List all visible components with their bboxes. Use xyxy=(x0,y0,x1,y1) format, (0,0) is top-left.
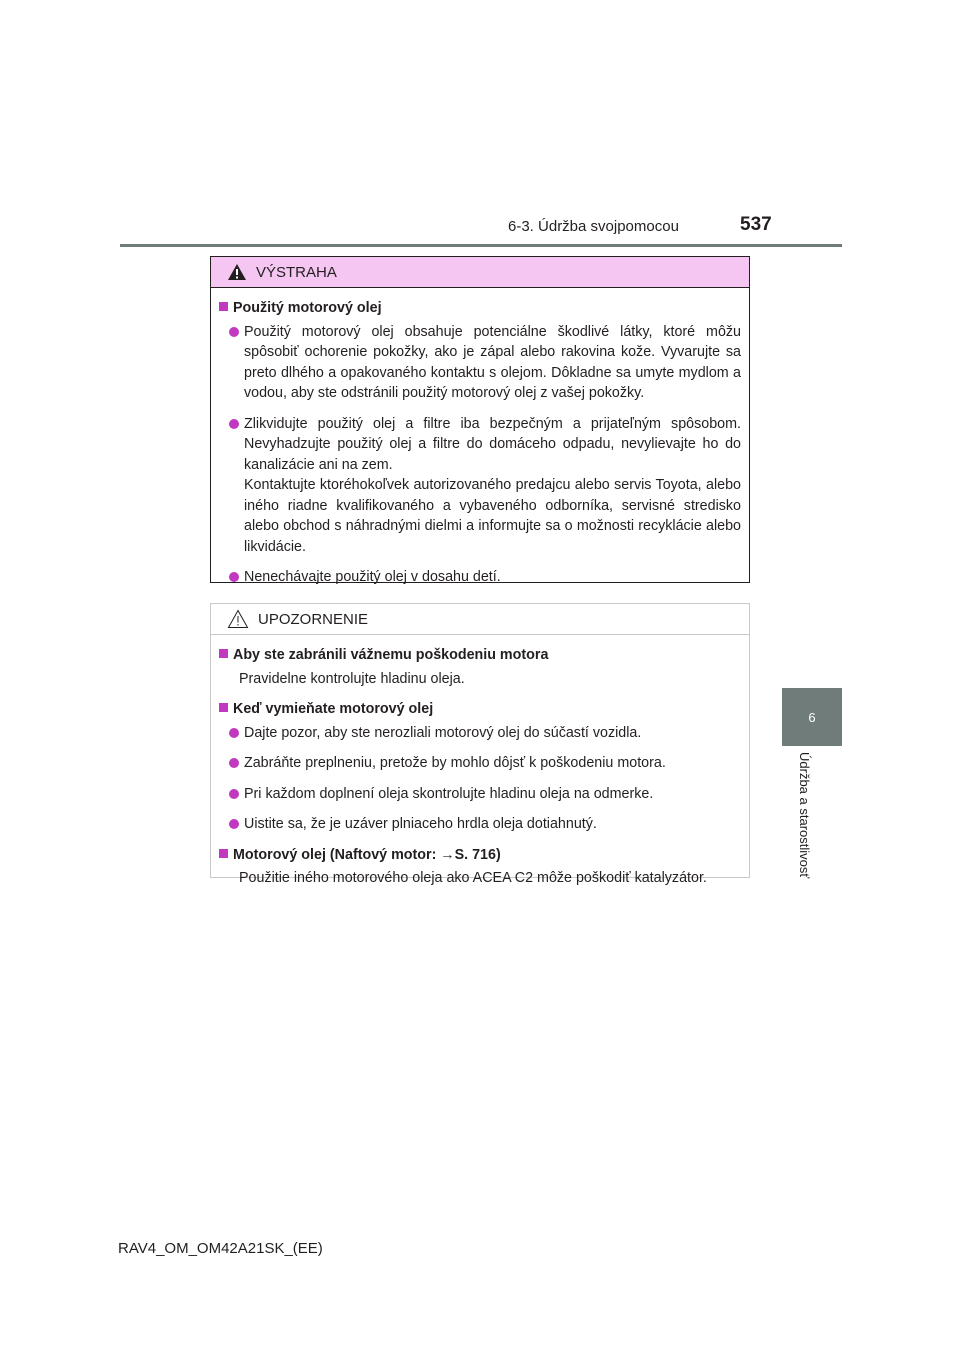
caution-heading xyxy=(219,645,741,666)
list-item-text: Uistite sa, že je uzáver plniaceho hrdla oleja dotiahnutý. xyxy=(244,816,597,832)
warning-header xyxy=(211,257,749,288)
chapter-label: Údržba a starostlivosť xyxy=(797,752,812,879)
paragraph: Pravidelne kontrolujte hladinu oleja. xyxy=(239,670,465,687)
caution-heading xyxy=(219,845,741,866)
caution-box xyxy=(210,603,750,886)
list-item xyxy=(229,723,741,744)
square-bullet-icon xyxy=(219,302,228,311)
warning-heading xyxy=(219,298,741,319)
bullet-dot-icon xyxy=(229,789,239,799)
chapter-tab xyxy=(782,688,842,746)
list-item xyxy=(229,784,741,805)
warning-heading-text: Použitý motorový olej xyxy=(233,300,382,316)
document-code: RAV4_OM_OM42A21SK_(EE) xyxy=(118,1240,323,1257)
bullet-dot-icon xyxy=(229,819,239,829)
caution-heading-text: Motorový olej (Naftový motor: →S. 716) xyxy=(233,846,501,863)
caution-title: UPOZORNENIE xyxy=(258,610,369,628)
caution-header xyxy=(211,604,749,635)
caution-triangle-icon xyxy=(227,609,249,629)
page-number: 537 xyxy=(740,214,772,235)
square-bullet-icon xyxy=(219,649,228,658)
paragraph: Použitie iného motorového oleja ako ACEA C2 môže poškodiť katalyzátor. xyxy=(239,870,707,886)
section-title: 6-3. Údržba svojpomocou xyxy=(508,218,679,235)
list-item-text: Pri každom doplnení oleja skontrolujte hladinu oleja na odmerke. xyxy=(244,785,654,802)
chapter-number: 6 xyxy=(808,709,816,725)
warning-triangle-icon xyxy=(227,263,247,281)
caution-heading xyxy=(219,699,741,720)
bullet-dot-icon xyxy=(229,327,239,337)
list-item-text-group xyxy=(244,414,741,558)
list-item-text: Zlikvidujte použitý olej a filtre iba bezpečným a prijateľným spôsobom. Nevyhadzujte použitý olej a filtre do domáceho odpadu, nevylievajte ho do kanalizácie ani na zem. xyxy=(244,415,741,473)
bullet-dot-icon xyxy=(229,419,239,429)
header-divider xyxy=(120,244,842,247)
list-item xyxy=(229,414,741,558)
square-bullet-icon xyxy=(219,849,228,858)
square-bullet-icon xyxy=(219,703,228,712)
bullet-dot-icon xyxy=(229,758,239,768)
list-item-text: Dajte pozor, aby ste nerozliali motorový olej do súčastí vozidla. xyxy=(244,724,642,741)
list-item-text: Zabráňte preplneniu, pretože by mohlo dôjsť k poškodeniu motora. xyxy=(244,755,666,771)
list-item xyxy=(229,322,741,404)
list-item-text: Nenechávajte použitý olej v dosahu detí. xyxy=(244,569,501,585)
list-item xyxy=(229,814,741,835)
warning-box xyxy=(210,256,750,583)
list-item xyxy=(229,753,741,774)
warning-title: VÝSTRAHA xyxy=(256,263,337,281)
bullet-dot-icon xyxy=(229,728,239,738)
caution-heading-text: Aby ste zabránili vážnemu poškodeniu motora xyxy=(233,647,549,663)
caution-body xyxy=(211,635,749,889)
list-item-text: Použitý motorový olej obsahuje potenciálne škodlivé látky, ktoré môžu spôsobiť ochorenie pokožky, ako je zápal alebo rakovina kože. Vyvarujte sa preto dlhého a opakovaného kontaktu s olejom. Dôkladne sa umyte mydlom a vodou, aby ste odstránili použitý motorový olej z vašej pokožky. xyxy=(244,323,741,401)
caution-heading-text: Keď vymieňate motorový olej xyxy=(233,701,434,717)
bullet-dot-icon xyxy=(229,572,239,582)
warning-body xyxy=(211,288,749,588)
list-item xyxy=(229,567,741,588)
list-item-text-extra: Kontaktujte ktoréhokoľvek autorizovaného predajcu alebo servis Toyota, alebo iného riadne kvalifikovaného a vybaveného odborníka, servisné stredisko alebo obchod s náhradnými dielmi a informujte sa o možnosti recyklácie alebo likvidácie. xyxy=(244,477,741,555)
